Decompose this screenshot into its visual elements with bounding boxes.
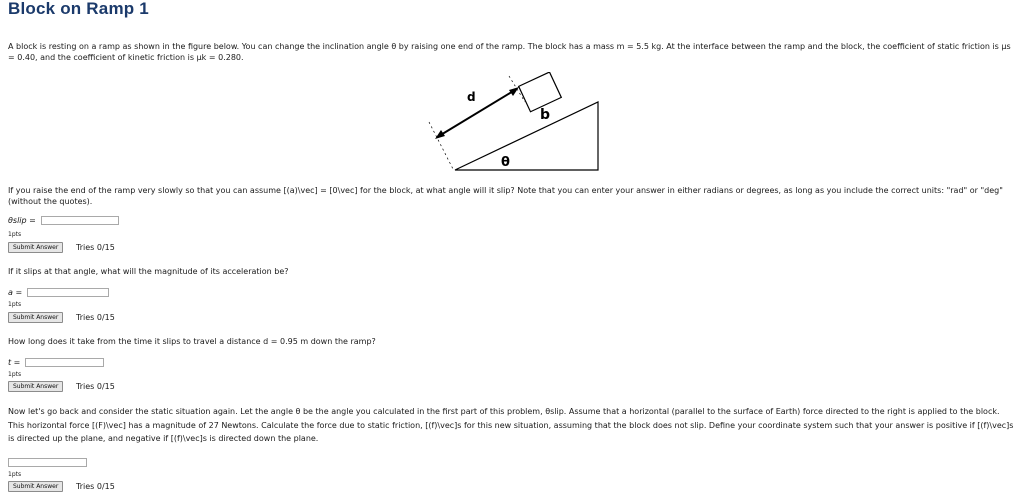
question-1-label: θslip = bbox=[8, 216, 36, 225]
question-1-answer-row bbox=[8, 216, 119, 225]
question-2-tries: Tries 0/15 bbox=[76, 313, 115, 322]
distance-arrow bbox=[439, 90, 515, 136]
question-4-points: 1pts bbox=[8, 471, 22, 478]
question-3-tries: Tries 0/15 bbox=[76, 382, 115, 391]
question-2-text: If it slips at that angle, what will the magnitude of its acceleration be? bbox=[8, 267, 289, 276]
question-2-label: a = bbox=[8, 288, 23, 297]
question-1-points: 1pts bbox=[8, 231, 22, 238]
submit-answer-button-4[interactable]: Submit Answer bbox=[8, 481, 63, 492]
question-2-answer-row bbox=[8, 288, 109, 297]
block-box bbox=[519, 72, 562, 112]
question-3-points: 1pts bbox=[8, 371, 22, 378]
submit-answer-button-2[interactable]: Submit Answer bbox=[8, 312, 63, 323]
submit-answer-button-1[interactable]: Submit Answer bbox=[8, 242, 63, 253]
question-2-points: 1pts bbox=[8, 301, 22, 308]
problem-intro: A block is resting on a ramp as shown in the figure below. You can change the inclination angle θ by raising one end of the ramp. The block has a mass m = 5.5 kg. At the interface between the ramp and the block, the coefficient of static friction is μs = 0.40, and the coefficient of kinetic friction is μk = 0.280. bbox=[8, 42, 1011, 62]
acceleration-input[interactable] bbox=[27, 288, 109, 297]
theta-slip-input[interactable] bbox=[41, 216, 119, 225]
label-b: b bbox=[540, 107, 551, 123]
static-friction-input[interactable] bbox=[8, 458, 87, 467]
question-4-tries: Tries 0/15 bbox=[76, 482, 115, 491]
ramp-diagram bbox=[425, 72, 605, 172]
label-d: d bbox=[467, 90, 476, 104]
question-4-answer-row bbox=[8, 458, 87, 467]
time-input[interactable] bbox=[25, 358, 104, 367]
question-1-text: If you raise the end of the ramp very slowly so that you can assume [(a)\vec] = [0\vec] for the block, at what angle will it slip? Note that you can enter your answer in either radians or degrees, as long as you include the correct units: "rad" or "deg" (without the quotes). bbox=[8, 186, 1003, 206]
question-3-label: t = bbox=[8, 358, 21, 367]
question-4-text: Now let's go back and consider the static situation again. Let the angle θ be the angle you calculated in the first part of this problem, θslip. Assume that a horizontal (parallel to the surface of Earth) force directed to the right is applied to the block. This horizontal force [(F)\vec] has a magnitude of 27 Newtons. Calculate the force due to static friction, [(f)\vec]s for this new situation, assuming that the block does not slip. Define your coordinate system such that your answer is positive if [(f)\vec]s is directed up the plane, and negative if [(f)\vec]s is directed down the plane. bbox=[8, 407, 1014, 443]
question-3-text: How long does it take from the time it slips to travel a distance d = 0.95 m down the ramp? bbox=[8, 337, 376, 346]
label-theta: θ bbox=[501, 155, 510, 170]
page-title: Block on Ramp 1 bbox=[8, 0, 149, 18]
arrow-head-down bbox=[435, 130, 445, 139]
question-1-tries: Tries 0/15 bbox=[76, 243, 115, 252]
question-3-answer-row bbox=[8, 358, 104, 367]
submit-answer-button-3[interactable]: Submit Answer bbox=[8, 381, 63, 392]
arrow-head-up bbox=[509, 87, 519, 96]
